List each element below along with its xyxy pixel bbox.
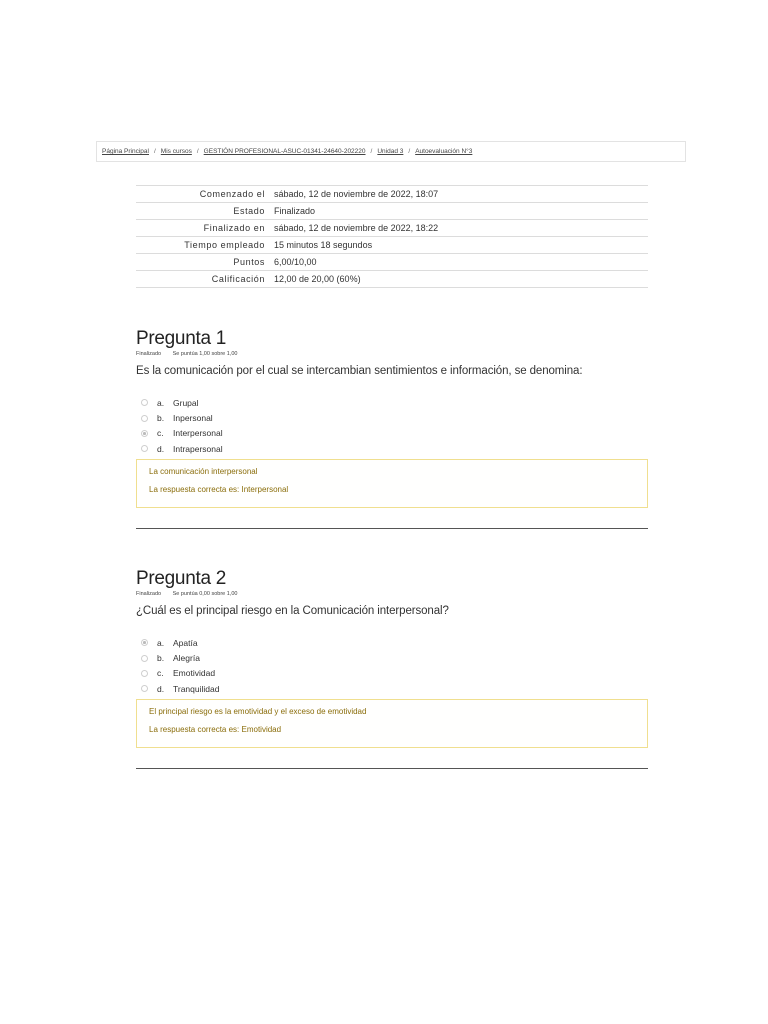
attempt-summary-table [136,185,648,288]
question-grade: Se puntúa 0,00 sobre 1,00 [172,591,238,597]
summary-label: Tiempo empleado [184,240,265,250]
feedback-box [136,459,648,508]
summary-label: Comenzado el [199,189,265,199]
answer-list [136,635,648,697]
radio-button[interactable] [141,685,148,692]
radio-button-selected[interactable] [141,639,148,646]
answer-label: Emotividad [173,668,216,679]
answer-option[interactable] [136,650,648,665]
answer-label: Tranquilidad [173,683,220,694]
feedback-box [136,699,648,748]
question-text: Es la comunicación por el cual se intercambian sentimientos e información, se denomina: [136,365,583,377]
breadcrumb-my-courses-link[interactable]: Mis cursos [160,148,192,155]
answer-letter: a. [157,397,165,408]
radio-button[interactable] [141,445,148,452]
breadcrumb-separator: / [370,148,373,155]
radio-button[interactable] [141,415,148,422]
answer-label: Grupal [173,397,199,408]
answer-option[interactable] [136,441,648,456]
breadcrumb-home-link[interactable]: Página Principal [102,148,149,155]
radio-button[interactable] [141,399,148,406]
summary-label: Calificación [211,274,265,284]
question-1 [136,328,648,508]
breadcrumb-unit-link[interactable]: Unidad 3 [377,148,404,155]
summary-value: 15 minutos 18 segundos [274,240,373,250]
summary-label: Puntos [233,257,265,267]
question-divider [136,528,648,529]
summary-row-started [136,186,648,203]
answer-option[interactable] [136,410,648,425]
question-title: Pregunta 2 [136,568,226,589]
summary-value: sábado, 12 de noviembre de 2022, 18:07 [274,189,439,199]
radio-button[interactable] [141,655,148,662]
summary-label: Finalizado en [203,223,265,233]
answer-label: Apatía [173,637,198,648]
general-feedback: El principal riesgo es la emotividad y el exceso de emotividad [149,706,367,716]
answer-option[interactable] [136,426,648,441]
summary-value: Finalizado [274,206,316,216]
question-info [136,591,648,599]
right-answer: La respuesta correcta es: Emotividad [149,724,282,734]
summary-row-points [136,254,648,271]
summary-label: Estado [233,206,265,216]
right-answer: La respuesta correcta es: Interpersonal [149,484,289,494]
summary-row-finished [136,220,648,237]
answer-label: Intrapersonal [173,443,223,454]
summary-row-grade [136,271,648,288]
summary-row-time-taken [136,237,648,254]
question-divider [136,768,648,769]
summary-value: 12,00 de 20,00 (60%) [274,274,361,284]
answer-option[interactable] [136,666,648,681]
answer-label: Inpersonal [173,413,213,424]
question-2 [136,568,648,748]
answer-letter: b. [157,413,165,424]
question-state: Finalizado [136,591,162,597]
answer-letter: b. [157,653,165,664]
breadcrumb-quiz-link[interactable]: Autoevaluación N°3 [415,148,473,155]
breadcrumb-separator: / [153,148,156,155]
answer-option[interactable] [136,635,648,650]
general-feedback: La comunicación interpersonal [149,466,258,476]
question-text: ¿Cuál es el principal riesgo en la Comunicación interpersonal? [136,605,449,617]
question-info [136,351,648,359]
answer-list [136,395,648,457]
answer-letter: c. [157,668,164,679]
answer-option[interactable] [136,395,648,410]
summary-row-state [136,203,648,220]
answer-letter: d. [157,443,165,454]
breadcrumb-separator: / [408,148,411,155]
summary-value: 6,00/10,00 [274,257,317,267]
question-title: Pregunta 1 [136,328,226,349]
summary-value: sábado, 12 de noviembre de 2022, 18:22 [274,223,439,233]
breadcrumb-course-link[interactable]: GESTIÓN PROFESIONAL-ASUC-01341-24640-202220 [203,148,366,155]
answer-label: Interpersonal [173,428,223,439]
answer-label: Alegría [173,653,200,664]
answer-letter: c. [157,428,164,439]
question-state: Finalizado [136,351,162,357]
radio-button-selected[interactable] [141,430,148,437]
radio-button[interactable] [141,670,148,677]
breadcrumb [96,141,686,162]
answer-letter: a. [157,637,165,648]
question-grade: Se puntúa 1,00 sobre 1,00 [172,351,238,357]
breadcrumb-separator: / [196,148,199,155]
answer-option[interactable] [136,681,648,696]
answer-letter: d. [157,683,165,694]
